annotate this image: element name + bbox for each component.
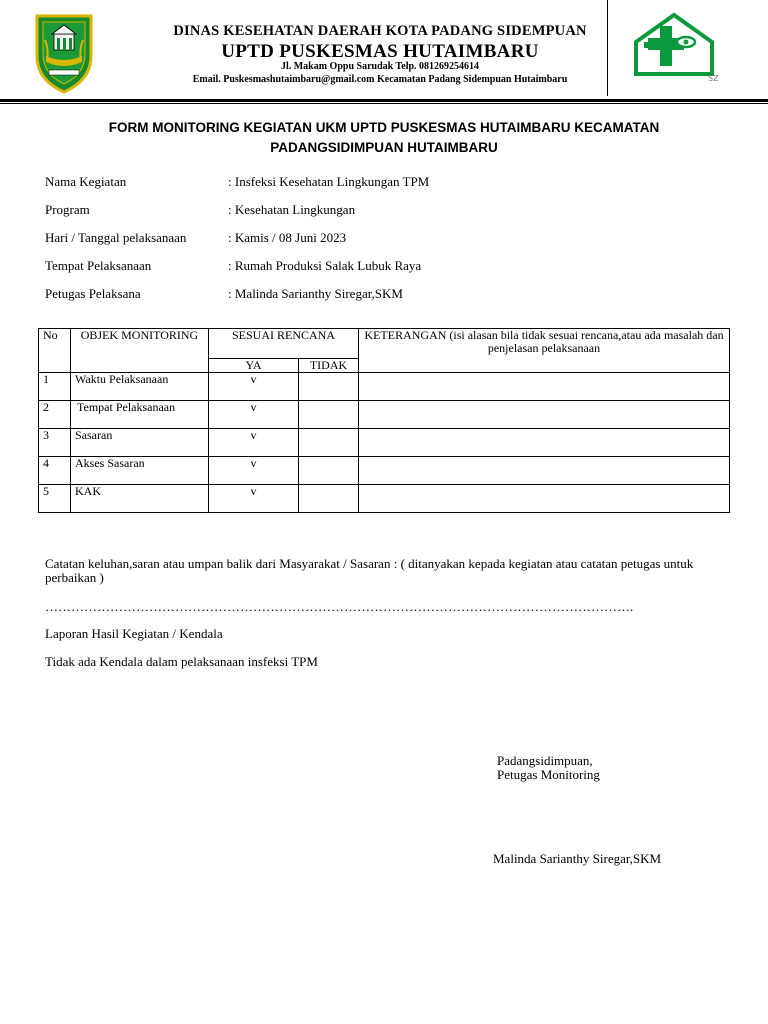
laporan-text: Tidak ada Kendala dalam pelaksanaan insfeksi TPM [45, 654, 318, 669]
form-title-line2: PADANGSIDIMPUAN HUTAIMBARU [270, 140, 498, 155]
row-keterangan [359, 401, 730, 429]
header-address: Jl. Makam Oppu Sarudak Telp. 081269254614 [280, 61, 480, 72]
watermark-mark: SZ [708, 74, 719, 83]
row-no: 4 [39, 457, 71, 485]
header-objek: OBJEK MONITORING [71, 329, 209, 373]
field-label: Hari / Tanggal pelaksanaan [45, 230, 187, 245]
header-sesuai: SESUAI RENCANA [209, 329, 359, 359]
header-rule-thin [0, 103, 768, 104]
table-row [39, 457, 730, 485]
row-tidak [299, 373, 359, 401]
field-value: : Rumah Produksi Salak Lubuk Raya [228, 258, 422, 273]
row-keterangan [359, 373, 730, 401]
monitoring-table [38, 328, 730, 513]
row-objek: Tempat Pelaksanaan [71, 401, 209, 429]
catatan-text: Catatan keluhan,saran atau umpan balik dari Masyarakat / Sasaran : ( ditanyakan kepada kegiatan atau catatan petugas untuk perbaikan ) [45, 556, 694, 585]
table-row [39, 429, 730, 457]
header-no: No [39, 329, 71, 373]
row-tidak [299, 401, 359, 429]
table-row [39, 401, 730, 429]
catatan-dotted-line: ………………………………………………………………………………………………………………………. [45, 600, 634, 614]
field-value: : Malinda Sarianthy Siregar,SKM [228, 286, 403, 301]
form-title [40, 118, 728, 158]
header-keterangan: KETERANGAN (isi alasan bila tidak sesuai rencana,atau ada masalah dan penjelasan pelaksanaan [359, 329, 730, 373]
row-no: 3 [39, 429, 71, 457]
row-keterangan [359, 429, 730, 457]
row-no: 1 [39, 373, 71, 401]
header-ya: YA [209, 359, 299, 373]
signature-role: Petugas Monitoring [497, 767, 600, 782]
signature-name: Malinda Sarianthy Siregar,SKM [493, 851, 662, 866]
row-objek: KAK [71, 485, 209, 513]
header-agency: DINAS KESEHATAN DAERAH KOTA PADANG SIDEMPUAN [173, 23, 587, 39]
row-tidak [299, 485, 359, 513]
header-rule-thick [0, 99, 768, 102]
row-ya: v [209, 457, 299, 485]
field-label: Program [45, 202, 90, 217]
table-row [39, 485, 730, 513]
row-tidak [299, 429, 359, 457]
field-label: Tempat Pelaksanaan [45, 258, 152, 273]
field-value: : Kesehatan Lingkungan [228, 202, 356, 217]
field-value: : Insfeksi Kesehatan Lingkungan TPM [228, 174, 430, 189]
table-header-row [39, 329, 730, 359]
row-objek: Sasaran [71, 429, 209, 457]
city-crest-logo [33, 10, 95, 94]
row-tidak [299, 457, 359, 485]
puskesmas-logo [630, 12, 718, 78]
signature-place: Padangsidimpuan, [497, 753, 593, 768]
header-institution: UPTD PUSKESMAS HUTAIMBARU [221, 41, 539, 62]
laporan-label: Laporan Hasil Kegiatan / Kendala [45, 626, 223, 641]
field-label: Petugas Pelaksana [45, 286, 141, 301]
field-label: Nama Kegiatan [45, 174, 127, 189]
row-ya: v [209, 401, 299, 429]
row-keterangan [359, 485, 730, 513]
row-ya: v [209, 429, 299, 457]
row-objek: Waktu Pelaksanaan [71, 373, 209, 401]
table-row [39, 373, 730, 401]
header-email: Email. Puskesmashutaimbaru@gmail.com Kecamatan Padang Sidempuan Hutaimbaru [192, 74, 568, 85]
row-objek: Akses Sasaran [71, 457, 209, 485]
row-no: 5 [39, 485, 71, 513]
row-ya: v [209, 373, 299, 401]
row-no: 2 [39, 401, 71, 429]
form-title-line1: FORM MONITORING KEGIATAN UKM UPTD PUSKESMAS HUTAIMBARU KECAMATAN [108, 120, 660, 135]
field-value: : Kamis / 08 Juni 2023 [228, 230, 347, 245]
header-tidak: TIDAK [299, 359, 359, 373]
row-ya: v [209, 485, 299, 513]
row-keterangan [359, 457, 730, 485]
